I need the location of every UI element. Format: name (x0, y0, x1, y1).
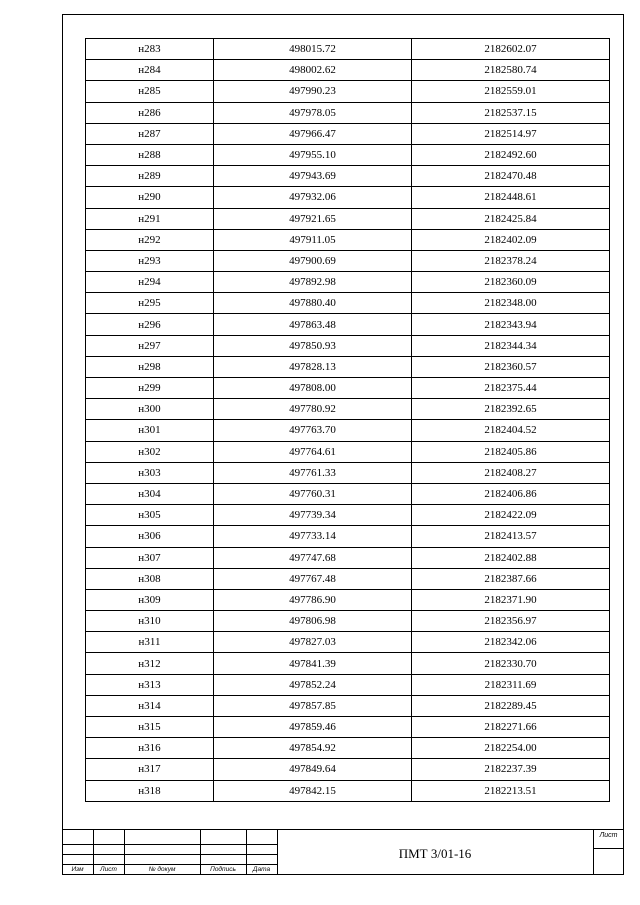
izm-label: Изм (71, 866, 84, 873)
table-row (86, 60, 610, 81)
x-coordinate-cell: 497990.23 (214, 81, 412, 102)
table-row (86, 166, 610, 187)
x-coordinate-cell: 497900.69 (214, 250, 412, 271)
coordinates-table (85, 38, 610, 802)
y-coordinate-cell: 2182343.94 (412, 314, 610, 335)
y-coordinate-cell: 2182344.34 (412, 335, 610, 356)
y-coordinate-cell: 2182392.65 (412, 399, 610, 420)
x-coordinate-cell: 497880.40 (214, 293, 412, 314)
x-coordinate-cell: 497978.05 (214, 102, 412, 123)
y-coordinate-cell: 2182237.39 (412, 759, 610, 780)
x-coordinate-cell: 498015.72 (214, 39, 412, 60)
point-id-cell: н291 (86, 208, 214, 229)
x-coordinate-cell: 497747.68 (214, 547, 412, 568)
table-row (86, 780, 610, 801)
point-id-cell: н311 (86, 632, 214, 653)
y-coordinate-cell: 2182348.00 (412, 293, 610, 314)
table-row (86, 653, 610, 674)
point-id-cell: н308 (86, 568, 214, 589)
y-coordinate-cell: 2182360.09 (412, 272, 610, 293)
table-row (86, 81, 610, 102)
x-coordinate-cell: 497932.06 (214, 187, 412, 208)
x-coordinate-cell: 497827.03 (214, 632, 412, 653)
title-block (62, 829, 624, 875)
x-coordinate-cell: 497763.70 (214, 420, 412, 441)
y-coordinate-cell: 2182254.00 (412, 738, 610, 759)
list-label: Лист (100, 866, 117, 873)
sheet-label: Лист (599, 832, 618, 839)
table-row (86, 462, 610, 483)
table-row (86, 717, 610, 738)
x-coordinate-cell: 497806.98 (214, 611, 412, 632)
point-id-cell: н307 (86, 547, 214, 568)
point-id-cell: н290 (86, 187, 214, 208)
y-coordinate-cell: 2182413.57 (412, 526, 610, 547)
point-id-cell: н309 (86, 589, 214, 610)
point-id-cell: н283 (86, 39, 214, 60)
table-row (86, 738, 610, 759)
y-coordinate-cell: 2182402.09 (412, 229, 610, 250)
x-coordinate-cell: 497780.92 (214, 399, 412, 420)
point-id-cell: н296 (86, 314, 214, 335)
x-coordinate-cell: 497841.39 (214, 653, 412, 674)
x-coordinate-cell: 497921.65 (214, 208, 412, 229)
y-coordinate-cell: 2182537.15 (412, 102, 610, 123)
point-id-cell: н285 (86, 81, 214, 102)
y-coordinate-cell: 2182342.06 (412, 632, 610, 653)
y-coordinate-cell: 2182330.70 (412, 653, 610, 674)
point-id-cell: н292 (86, 229, 214, 250)
y-coordinate-cell: 2182580.74 (412, 60, 610, 81)
table-row (86, 356, 610, 377)
point-id-cell: н305 (86, 505, 214, 526)
y-coordinate-cell: 2182514.97 (412, 123, 610, 144)
table-row (86, 547, 610, 568)
table-row (86, 568, 610, 589)
point-id-cell: н310 (86, 611, 214, 632)
point-id-cell: н298 (86, 356, 214, 377)
table-row (86, 759, 610, 780)
y-coordinate-cell: 2182408.27 (412, 462, 610, 483)
point-id-cell: н302 (86, 441, 214, 462)
table-row (86, 250, 610, 271)
x-coordinate-cell: 497786.90 (214, 589, 412, 610)
y-coordinate-cell: 2182402.88 (412, 547, 610, 568)
table-row (86, 293, 610, 314)
y-coordinate-cell: 2182375.44 (412, 378, 610, 399)
x-coordinate-cell: 497955.10 (214, 144, 412, 165)
y-coordinate-cell: 2182470.48 (412, 166, 610, 187)
x-coordinate-cell: 497733.14 (214, 526, 412, 547)
table-row (86, 102, 610, 123)
y-coordinate-cell: 2182559.01 (412, 81, 610, 102)
point-id-cell: н295 (86, 293, 214, 314)
table-row (86, 441, 610, 462)
y-coordinate-cell: 2182406.86 (412, 483, 610, 504)
x-coordinate-cell: 497739.34 (214, 505, 412, 526)
y-coordinate-cell: 2182378.24 (412, 250, 610, 271)
y-coordinate-cell: 2182371.90 (412, 589, 610, 610)
point-id-cell: н286 (86, 102, 214, 123)
x-coordinate-cell: 497850.93 (214, 335, 412, 356)
y-coordinate-cell: 2182289.45 (412, 695, 610, 716)
table-row (86, 589, 610, 610)
y-coordinate-cell: 2182405.86 (412, 441, 610, 462)
x-coordinate-cell: 497966.47 (214, 123, 412, 144)
y-coordinate-cell: 2182311.69 (412, 674, 610, 695)
table-row (86, 526, 610, 547)
point-id-cell: н284 (86, 60, 214, 81)
table-row (86, 378, 610, 399)
table-row (86, 229, 610, 250)
table-row (86, 314, 610, 335)
x-coordinate-cell: 497767.48 (214, 568, 412, 589)
y-coordinate-cell: 2182425.84 (412, 208, 610, 229)
table-row (86, 144, 610, 165)
date-label: Дата (252, 866, 271, 873)
x-coordinate-cell: 497849.64 (214, 759, 412, 780)
x-coordinate-cell: 497852.24 (214, 674, 412, 695)
y-coordinate-cell: 2182387.66 (412, 568, 610, 589)
document-code: ПМТ 3/01-16 (398, 846, 472, 861)
y-coordinate-cell: 2182602.07 (412, 39, 610, 60)
table-row (86, 674, 610, 695)
x-coordinate-cell: 497854.92 (214, 738, 412, 759)
table-row (86, 611, 610, 632)
y-coordinate-cell: 2182422.09 (412, 505, 610, 526)
x-coordinate-cell: 498002.62 (214, 60, 412, 81)
point-id-cell: н297 (86, 335, 214, 356)
point-id-cell: н318 (86, 780, 214, 801)
x-coordinate-cell: 497760.31 (214, 483, 412, 504)
signature-label: Подпись (210, 866, 236, 873)
x-coordinate-cell: 497892.98 (214, 272, 412, 293)
point-id-cell: н314 (86, 695, 214, 716)
table-row (86, 272, 610, 293)
table-row (86, 123, 610, 144)
point-id-cell: н294 (86, 272, 214, 293)
point-id-cell: н299 (86, 378, 214, 399)
point-id-cell: н312 (86, 653, 214, 674)
y-coordinate-cell: 2182360.57 (412, 356, 610, 377)
table-row (86, 335, 610, 356)
table-row (86, 39, 610, 60)
point-id-cell: н287 (86, 123, 214, 144)
doc-number-label: № докум (148, 866, 176, 873)
point-id-cell: н304 (86, 483, 214, 504)
point-id-cell: н293 (86, 250, 214, 271)
table-row (86, 208, 610, 229)
point-id-cell: н306 (86, 526, 214, 547)
y-coordinate-cell: 2182213.51 (412, 780, 610, 801)
y-coordinate-cell: 2182271.66 (412, 717, 610, 738)
x-coordinate-cell: 497863.48 (214, 314, 412, 335)
point-id-cell: н301 (86, 420, 214, 441)
y-coordinate-cell: 2182492.60 (412, 144, 610, 165)
x-coordinate-cell: 497943.69 (214, 166, 412, 187)
point-id-cell: н316 (86, 738, 214, 759)
x-coordinate-cell: 497828.13 (214, 356, 412, 377)
table-row (86, 399, 610, 420)
point-id-cell: н313 (86, 674, 214, 695)
table-row (86, 483, 610, 504)
x-coordinate-cell: 497857.85 (214, 695, 412, 716)
point-id-cell: н317 (86, 759, 214, 780)
point-id-cell: н303 (86, 462, 214, 483)
x-coordinate-cell: 497842.15 (214, 780, 412, 801)
x-coordinate-cell: 497761.33 (214, 462, 412, 483)
table-row (86, 420, 610, 441)
y-coordinate-cell: 2182448.61 (412, 187, 610, 208)
point-id-cell: н289 (86, 166, 214, 187)
point-id-cell: н288 (86, 144, 214, 165)
x-coordinate-cell: 497859.46 (214, 717, 412, 738)
point-id-cell: н300 (86, 399, 214, 420)
x-coordinate-cell: 497911.05 (214, 229, 412, 250)
table-row (86, 187, 610, 208)
y-coordinate-cell: 2182356.97 (412, 611, 610, 632)
table-row (86, 632, 610, 653)
x-coordinate-cell: 497808.00 (214, 378, 412, 399)
y-coordinate-cell: 2182404.52 (412, 420, 610, 441)
table-row (86, 505, 610, 526)
point-id-cell: н315 (86, 717, 214, 738)
table-row (86, 695, 610, 716)
x-coordinate-cell: 497764.61 (214, 441, 412, 462)
